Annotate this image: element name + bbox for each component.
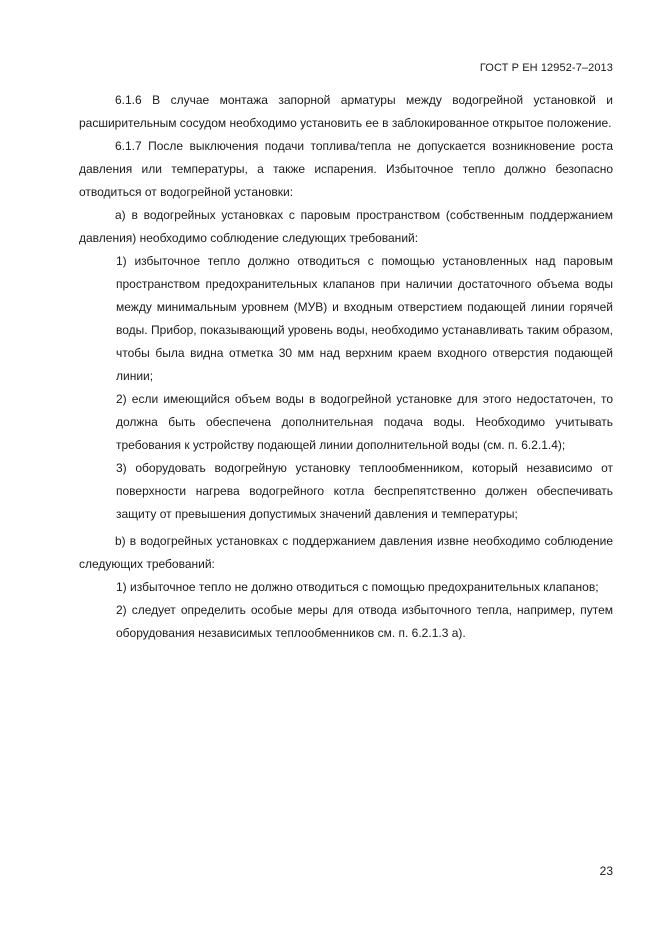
paragraph-b-1: 1) избыточное тепло не должно отводиться с помощью предохранительных клапанов;: [116, 580, 599, 594]
paragraph-item-a: а) в водогрейных установках с паровым пространством (собственным поддержанием давления) необходимо соблюдение следующих требований:: [79, 208, 613, 245]
paragraph-6-1-7: 6.1.7 После выключения подачи топлива/тепла не допускается возникновение роста давления или температуры, а также испарения. Избыточное тепло должно безопасно отводиться от водогрейной установки:: [79, 139, 613, 199]
page-number: 23: [599, 864, 613, 878]
paragraph-a-1: 1) избыточное тепло должно отводиться с помощью установленных над паровым пространством предохранительных клапанов при наличии достаточного объема воды между минимальным уровнем (МУВ) и входным отверстием подающей линии горячей воды. Прибор, показывающий уровень воды, необходимо устанавливать таким образом, чтобы была видна отметка 30 мм над верхним краем входного отверстия подающей линии;: [116, 254, 613, 383]
paragraph-a-3: 3) оборудовать водогрейную установку теплообменником, который независимо от поверхности нагрева водогрейного котла беспрепятственно должен обеспечивать защиту от превышения допустимых значений давления и температуры;: [116, 461, 613, 521]
document-body: [79, 89, 613, 645]
paragraph-a-2: 2) если имеющийся объем воды в водогрейной установке для этого недостаточен, то должна быть обеспечена дополнительная подача воды. Необходимо учитывать требования к устройству подающей линии дополнительной воды (см. п. 6.2.1.4);: [116, 392, 613, 452]
paragraph-item-b: b) в водогрейных установках с поддержанием давления извне необходимо соблюдение следующих требований:: [79, 534, 613, 571]
document-code: ГОСТ Р ЕН 12952-7–2013: [479, 62, 613, 74]
paragraph-6-1-6: 6.1.6 В случае монтажа запорной арматуры между водогрейной установкой и расширительным сосудом необходимо установить ее в заблокированное открытое положение.: [79, 93, 613, 130]
paragraph-b-2: 2) следует определить особые меры для отвода избыточного тепла, например, путем оборудования независимых теплообменников см. п. 6.2.1.3 а).: [116, 603, 613, 640]
